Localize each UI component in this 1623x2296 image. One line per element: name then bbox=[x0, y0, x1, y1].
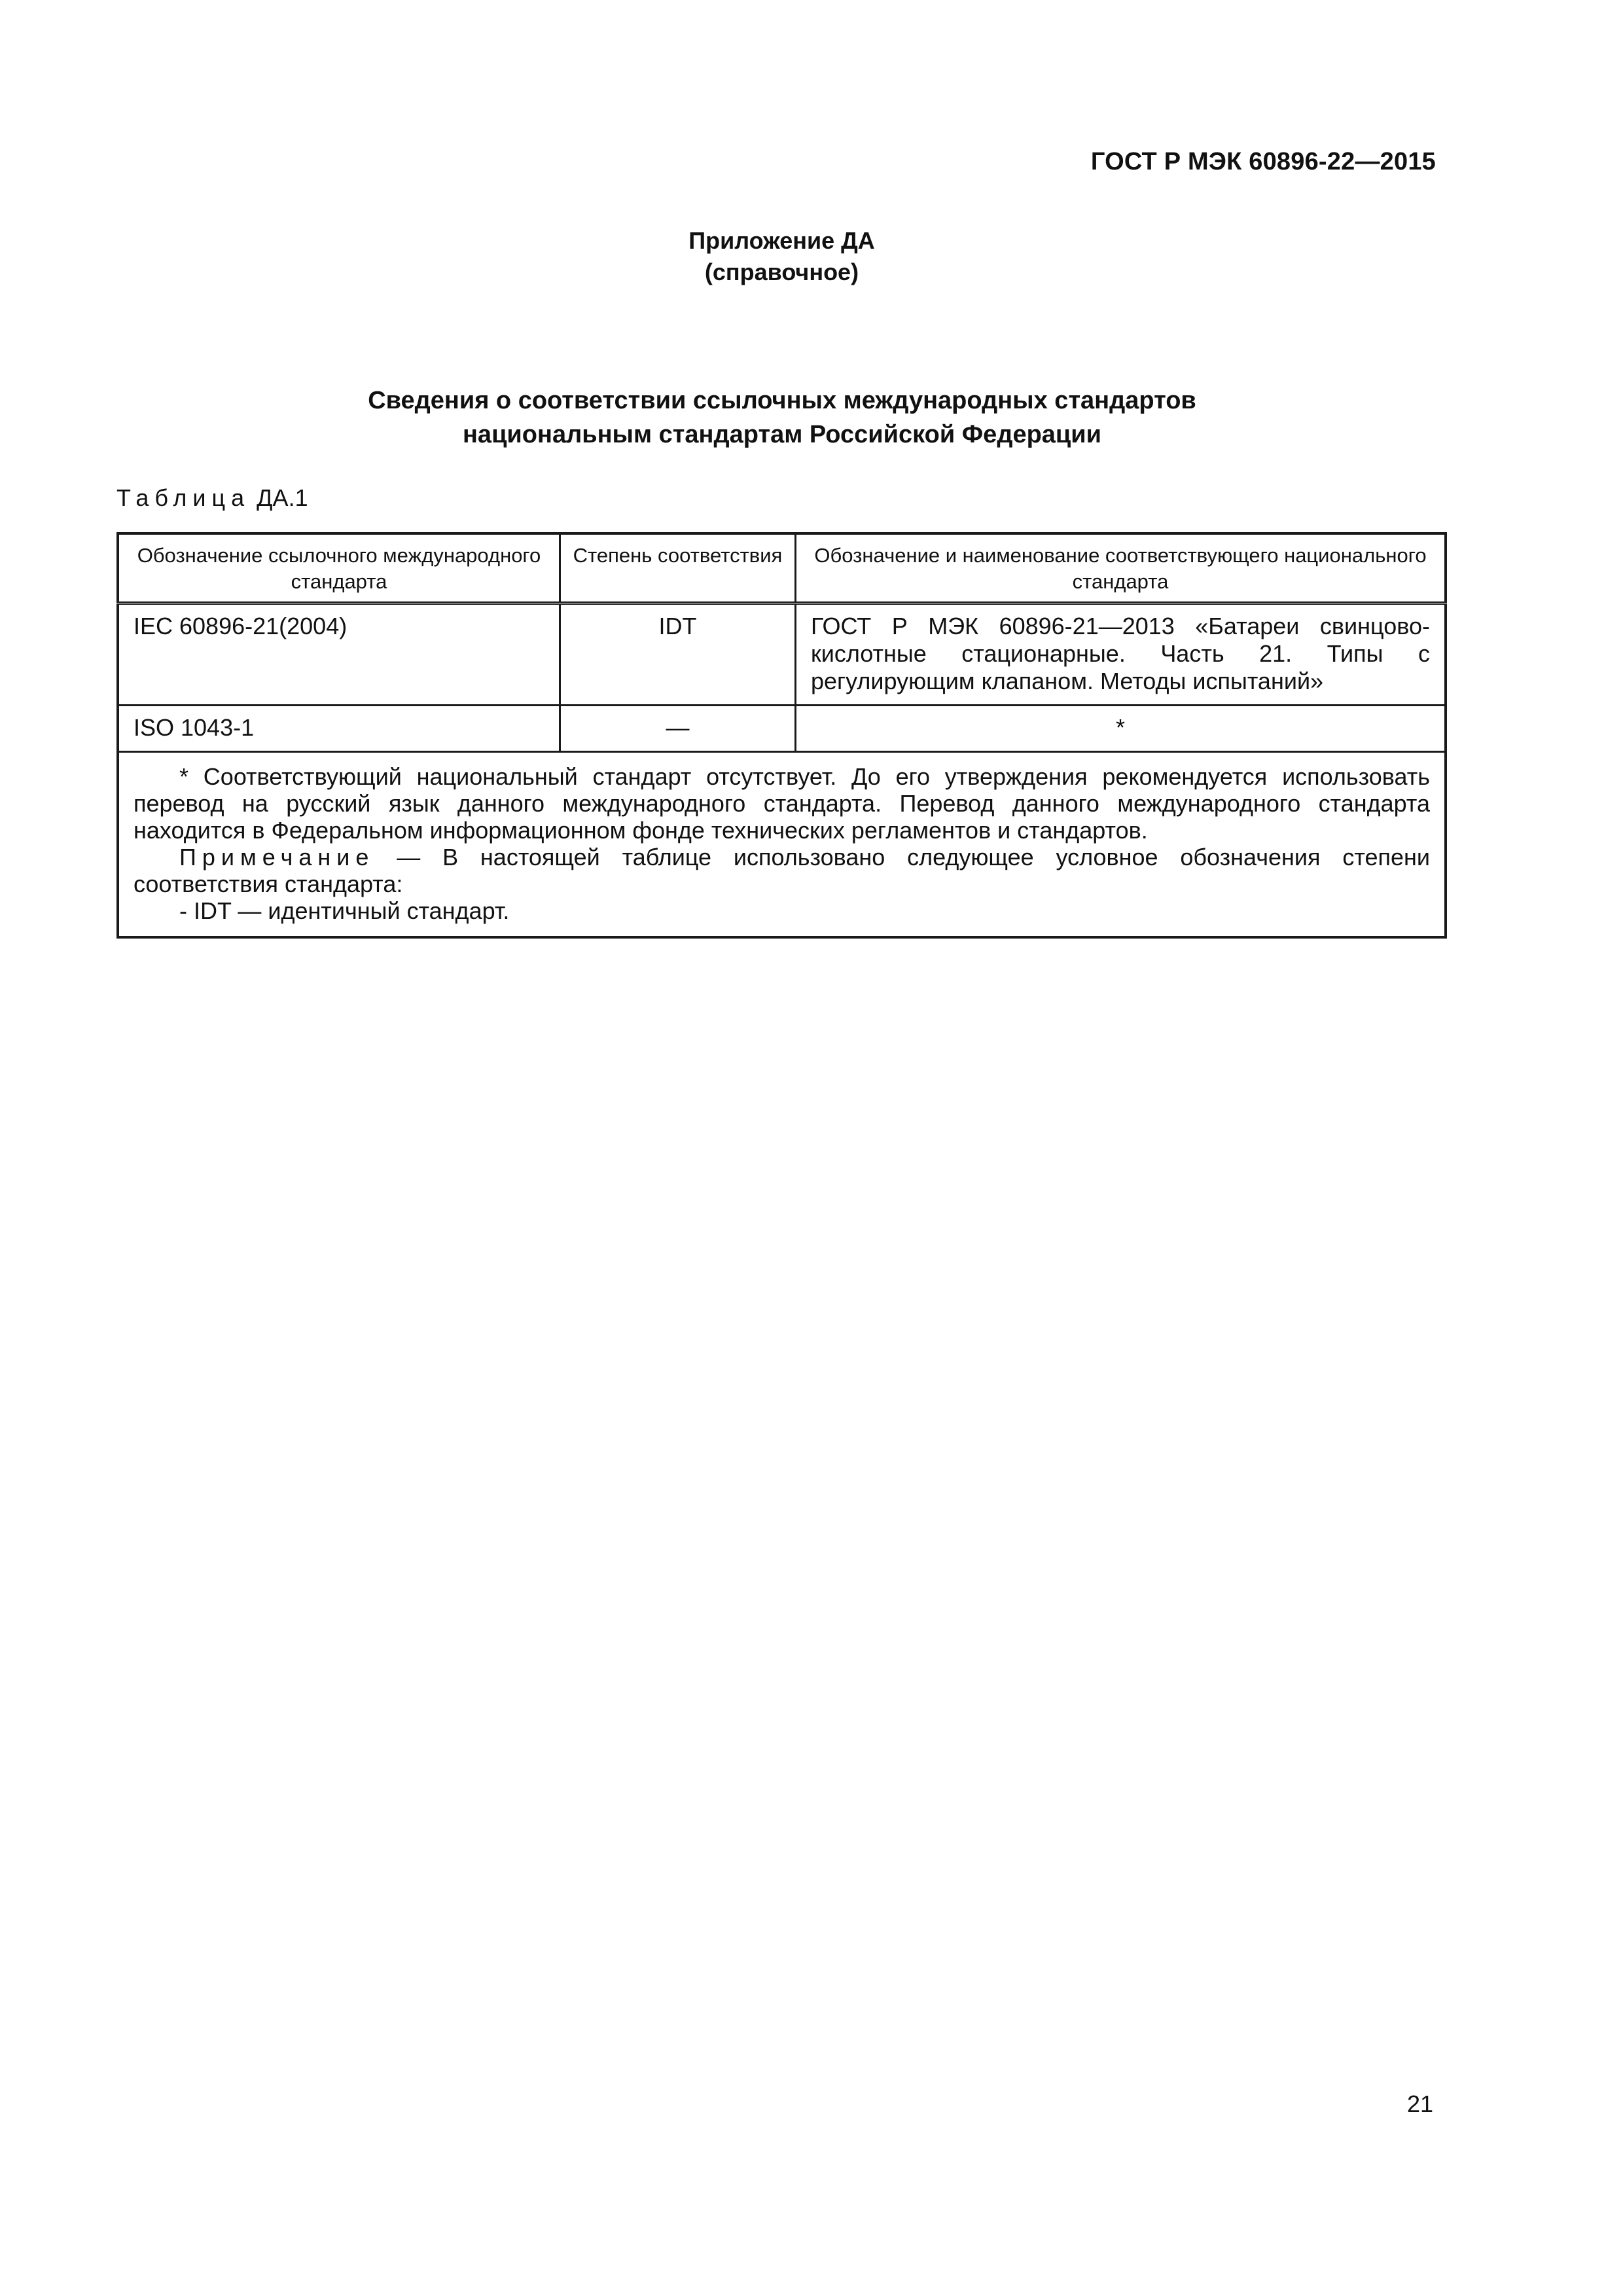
title-line-1: Сведения о соответствии ссылочных международных стандартов bbox=[368, 387, 1196, 414]
annex-status: (справочное) bbox=[704, 259, 859, 285]
cell-reference: IEC 60896-21(2004) bbox=[118, 603, 560, 706]
cell-degree: — bbox=[560, 706, 796, 752]
title-line-2: национальным стандартам Российской Федерации bbox=[462, 421, 1101, 448]
header-degree-of-conformity: Степень соответствия bbox=[560, 533, 796, 603]
standard-code-header: ГОСТ Р МЭК 60896-22—2015 bbox=[1090, 148, 1436, 175]
table-caption bbox=[116, 484, 308, 512]
table-header-row bbox=[118, 533, 1446, 603]
note-item-idt: - IDT — идентичный стандарт. bbox=[179, 897, 510, 924]
cell-national: * bbox=[796, 706, 1446, 752]
cell-degree: IDT bbox=[560, 603, 796, 706]
table-caption-number: ДА.1 bbox=[257, 484, 308, 511]
footnote-text: * Соответствующий национальный стандарт отсутствует. До его утверждения рекомендуется использовать перевод на русский язык данного международного стандарта. Перевод данного международного стандарта находится в Федеральном информационном фонде технических регламентов и стандартов. bbox=[134, 763, 1430, 844]
annex-label: Приложение ДА bbox=[688, 227, 875, 254]
cell-national: ГОСТ Р МЭК 60896-21—2013 «Батареи свинцово-кислотные стационарные. Часть 21. Типы с регулирующим клапаном. Методы испытаний» bbox=[796, 603, 1446, 706]
table-row bbox=[118, 603, 1446, 706]
table-row bbox=[118, 706, 1446, 752]
page-number: 21 bbox=[1406, 2090, 1433, 2117]
note-text: — В настоящей таблице использовано следующее условное обозначения степени соответствия стандарта: bbox=[134, 844, 1430, 897]
document-title bbox=[118, 384, 1446, 452]
table-footnote-cell bbox=[118, 752, 1446, 938]
annex-heading bbox=[0, 225, 1563, 288]
cell-reference: ISO 1043-1 bbox=[118, 706, 560, 752]
note-paragraph bbox=[134, 844, 1430, 897]
header-national-standard: Обозначение и наименование соответствующего национального стандарта bbox=[796, 533, 1446, 603]
reference-standards-table bbox=[116, 532, 1447, 939]
note-label: Примечание bbox=[179, 844, 375, 870]
table-caption-word: Таблица bbox=[116, 484, 251, 511]
header-reference-standard: Обозначение ссылочного международного стандарта bbox=[118, 533, 560, 603]
table-footnote-row bbox=[118, 752, 1446, 938]
